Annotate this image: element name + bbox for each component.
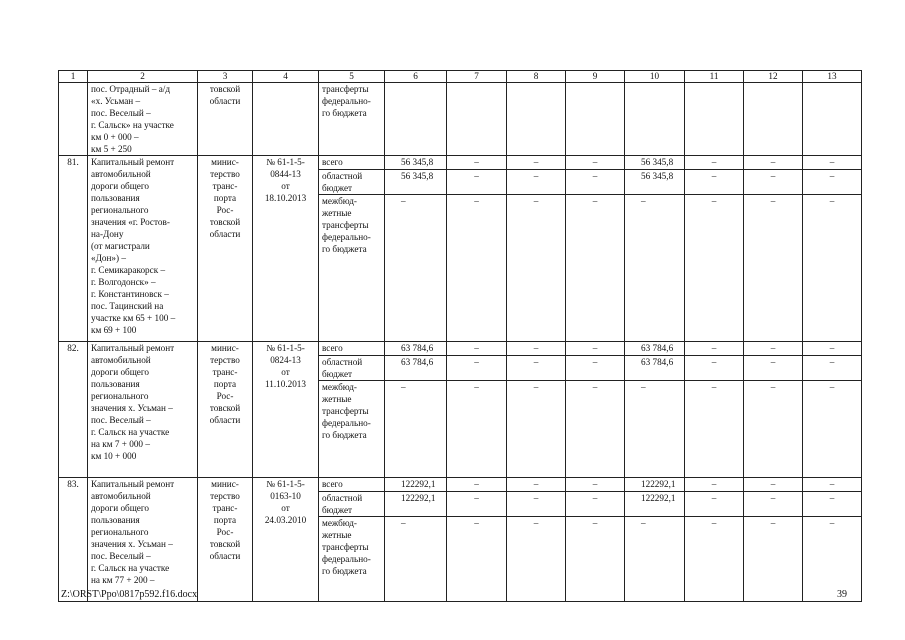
funding-source: всего <box>319 478 385 492</box>
value-cell-col13: – <box>803 156 862 170</box>
header-cell: 4 <box>253 71 319 83</box>
funding-source: областной бюджет <box>319 170 385 195</box>
value-cell-col6: – <box>385 195 447 342</box>
funding-source: трансферты федерально- го бюджета <box>319 83 385 156</box>
value-cell-col10: 122292,1 <box>625 478 685 492</box>
value-cell-col12: – <box>744 195 803 342</box>
value-cell-col9: – <box>566 492 625 517</box>
value-cell <box>685 83 744 156</box>
item-name: Капитальный ремонт автомобильной дороги общего пользования регионального значения «г. Ростов- на-Дону (от магистрали «Дон») – г. Семикаракорск – г. Волгодонск» – г. Константиновск – пос. Тацинский на участке км 65 + 100 – км 69 + 100 <box>88 156 198 342</box>
value-cell-col12: – <box>744 170 803 195</box>
header-cell: 6 <box>385 71 447 83</box>
value-cell-col11: – <box>685 170 744 195</box>
value-cell-col10: 63 784,6 <box>625 356 685 381</box>
value-cell-col13: – <box>803 170 862 195</box>
header-cell: 3 <box>198 71 253 83</box>
item-name: Капитальный ремонт автомобильной дороги общего пользования регионального значения х. Усьман – пос. Веселый – г. Сальск на участке на км 7 + 000 – км 10 + 000 <box>88 342 198 478</box>
value-cell-col6: 63 784,6 <box>385 342 447 356</box>
value-cell-col13: – <box>803 478 862 492</box>
value-cell-col7: – <box>447 381 507 478</box>
header-cell: 13 <box>803 71 862 83</box>
value-cell <box>625 83 685 156</box>
value-cell-col10: 56 345,8 <box>625 170 685 195</box>
value-cell-col11: – <box>685 156 744 170</box>
header-cell: 5 <box>319 71 385 83</box>
item-organization: минис- терство транс- порта Рос- товской области <box>198 156 253 342</box>
item-name: пос. Отрадный – а/д «х. Усьман – пос. Веселый – г. Сальск» на участке км 0 + 000 – км 5 + 250 <box>88 83 198 156</box>
value-cell <box>744 83 803 156</box>
header-cell: 12 <box>744 71 803 83</box>
value-cell-col11: – <box>685 381 744 478</box>
budget-table <box>58 70 862 602</box>
value-cell-col9: – <box>566 156 625 170</box>
value-cell-col11: – <box>685 492 744 517</box>
value-cell-col10: 63 784,6 <box>625 342 685 356</box>
value-cell-col12: – <box>744 517 803 602</box>
value-cell-col6: 63 784,6 <box>385 356 447 381</box>
value-cell-col10: 56 345,8 <box>625 156 685 170</box>
header-cell: 1 <box>59 71 88 83</box>
header-cell: 9 <box>566 71 625 83</box>
funding-source: областной бюджет <box>319 492 385 517</box>
value-cell-col8: – <box>507 381 566 478</box>
item-document: № 61-1-5- 0824-13 от 11.10.2013 <box>253 342 319 478</box>
value-cell-col12: – <box>744 342 803 356</box>
value-cell-col9: – <box>566 381 625 478</box>
table-row <box>59 83 862 156</box>
item-organization: минис- терство транс- порта Рос- товской области <box>198 478 253 602</box>
value-cell-col8: – <box>507 156 566 170</box>
value-cell-col8: – <box>507 517 566 602</box>
value-cell-col13: – <box>803 356 862 381</box>
value-cell-col10: – <box>625 517 685 602</box>
value-cell-col12: – <box>744 156 803 170</box>
funding-source: межбюд- жетные трансферты федерально- го бюджета <box>319 195 385 342</box>
value-cell-col7: – <box>447 492 507 517</box>
value-cell-col9: – <box>566 517 625 602</box>
header-cell: 11 <box>685 71 744 83</box>
table-row <box>59 478 862 492</box>
header-cell: 2 <box>88 71 198 83</box>
value-cell-col6: 122292,1 <box>385 478 447 492</box>
value-cell-col8: – <box>507 492 566 517</box>
value-cell-col12: – <box>744 356 803 381</box>
value-cell-col7: – <box>447 156 507 170</box>
item-organization: товской области <box>198 83 253 156</box>
header-cell: 8 <box>507 71 566 83</box>
value-cell-col7: – <box>447 342 507 356</box>
value-cell-col13: – <box>803 195 862 342</box>
value-cell-col6: 56 345,8 <box>385 170 447 195</box>
header-cell: 10 <box>625 71 685 83</box>
value-cell-col12: – <box>744 381 803 478</box>
value-cell-col6: 122292,1 <box>385 492 447 517</box>
value-cell-col13: – <box>803 342 862 356</box>
value-cell-col9: – <box>566 478 625 492</box>
value-cell-col9: – <box>566 342 625 356</box>
value-cell-col9: – <box>566 195 625 342</box>
value-cell-col8: – <box>507 170 566 195</box>
value-cell-col11: – <box>685 356 744 381</box>
item-document: № 61-1-5- 0163-10 от 24.03.2010 <box>253 478 319 602</box>
value-cell-col11: – <box>685 195 744 342</box>
funding-source: всего <box>319 156 385 170</box>
footer-file-path: Z:\ORST\Ppo\0817p592.f16.docx <box>61 589 198 600</box>
header-row <box>59 71 862 83</box>
item-number: 81. <box>59 156 88 342</box>
funding-source: межбюд- жетные трансферты федерально- го бюджета <box>319 517 385 602</box>
funding-source: межбюд- жетные трансферты федерально- го бюджета <box>319 381 385 478</box>
value-cell-col6: 56 345,8 <box>385 156 447 170</box>
item-name: Капитальный ремонт автомобильной дороги общего пользования регионального значения х. Усьман – пос. Веселый – г. Сальск на участке на км 77 + 200 – <box>88 478 198 602</box>
table-row <box>59 156 862 170</box>
value-cell-col8: – <box>507 195 566 342</box>
value-cell <box>385 83 447 156</box>
value-cell-col12: – <box>744 478 803 492</box>
value-cell <box>566 83 625 156</box>
value-cell-col10: – <box>625 381 685 478</box>
value-cell <box>447 83 507 156</box>
item-number: 83. <box>59 478 88 602</box>
value-cell-col7: – <box>447 195 507 342</box>
value-cell-col13: – <box>803 517 862 602</box>
funding-source: всего <box>319 342 385 356</box>
item-number <box>59 83 88 156</box>
value-cell-col13: – <box>803 381 862 478</box>
value-cell <box>507 83 566 156</box>
item-document <box>253 83 319 156</box>
value-cell-col9: – <box>566 356 625 381</box>
value-cell-col11: – <box>685 342 744 356</box>
value-cell-col8: – <box>507 478 566 492</box>
item-organization: минис- терство транс- порта Рос- товской области <box>198 342 253 478</box>
funding-source: областной бюджет <box>319 356 385 381</box>
value-cell-col7: – <box>447 170 507 195</box>
value-cell-col11: – <box>685 478 744 492</box>
value-cell-col6: – <box>385 517 447 602</box>
value-cell-col11: – <box>685 517 744 602</box>
value-cell-col8: – <box>507 356 566 381</box>
footer-page-number: 39 <box>837 589 847 600</box>
value-cell-col12: – <box>744 492 803 517</box>
header-cell: 7 <box>447 71 507 83</box>
value-cell <box>803 83 862 156</box>
value-cell-col10: – <box>625 195 685 342</box>
value-cell-col10: 122292,1 <box>625 492 685 517</box>
value-cell-col7: – <box>447 356 507 381</box>
item-number: 82. <box>59 342 88 478</box>
value-cell-col7: – <box>447 517 507 602</box>
value-cell-col6: – <box>385 381 447 478</box>
value-cell-col13: – <box>803 492 862 517</box>
value-cell-col8: – <box>507 342 566 356</box>
value-cell-col7: – <box>447 478 507 492</box>
value-cell-col9: – <box>566 170 625 195</box>
item-document: № 61-1-5- 0844-13 от 18.10.2013 <box>253 156 319 342</box>
table-row <box>59 342 862 356</box>
